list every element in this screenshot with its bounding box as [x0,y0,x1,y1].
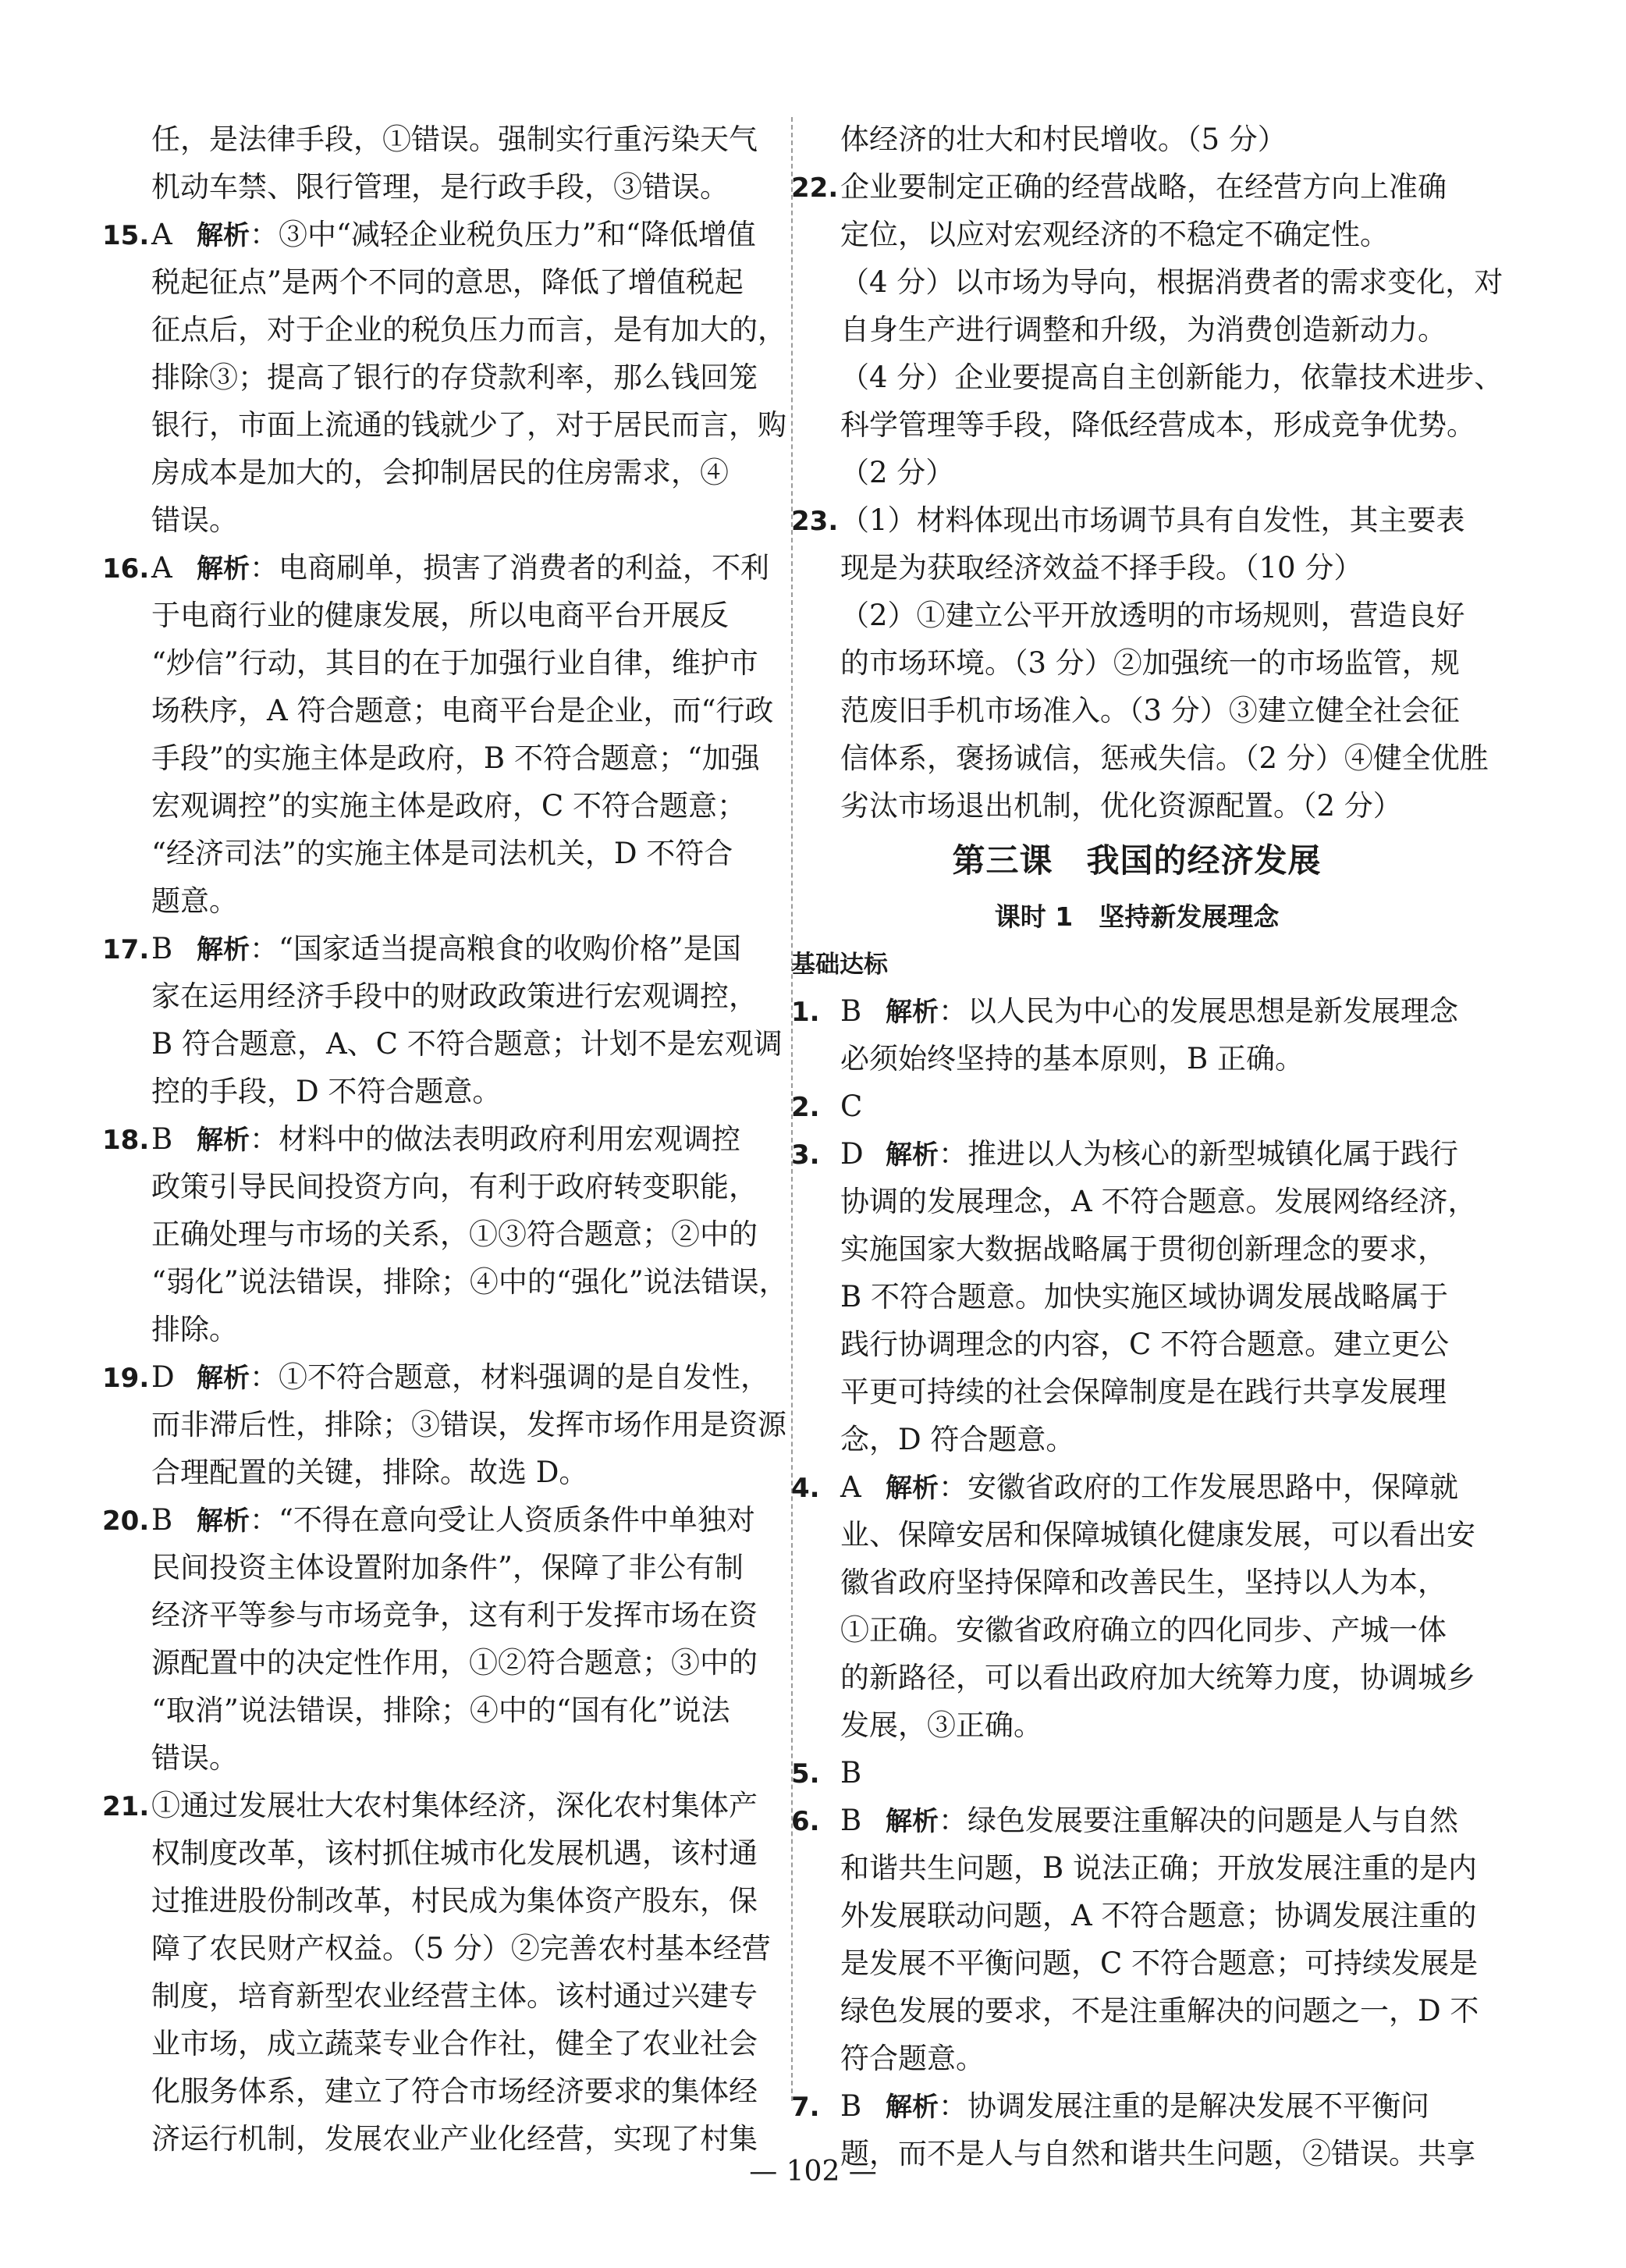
answer-line [791,734,1489,782]
answer-text: ：绿色发展要注重解决的问题是人与自然 [939,1804,1458,1837]
lesson-title: 第三课 我国的经济发展 [952,841,1322,880]
answer-text: ：以人民为中心的发展思想是新发展理念 [939,994,1458,1028]
answer-text: 业、保障安居和保障城镇化健康发展，可以看出安 [840,1518,1475,1552]
question-number: 2. [791,1092,820,1123]
analysis-label: 解析 [886,1473,939,1504]
answer-text: 题，而不是人与自然和谐共生问题，②错误。共享 [840,2137,1475,2170]
analysis-label: 解析 [197,553,250,585]
analysis-label: 解析 [886,997,939,1028]
answer-text: （4 分）企业要提高自主创新能力，依靠技术进步、 [840,361,1504,394]
answer-line [102,1591,758,1639]
answer-text: 场秩序，A 符合题意；电商平台是企业，而“行政 [151,694,774,727]
answer-text: 而非滞后性，排除；③错误，发挥市场作用是资源 [151,1408,786,1441]
analysis-label: 解析 [197,1505,250,1537]
answer-text: ：“国家适当提高粮食的收购价格”是国 [250,932,741,965]
answer-line [102,972,758,1020]
answer-item-start [102,1782,758,1829]
answer-text: B 符合题意，A、C 不符合题意；计划不是宏观调 [151,1027,783,1061]
answer-text: ①正确。安徽省政府确立的四化同步、产城一体 [840,1613,1447,1647]
answer-line [791,2035,1433,2082]
answer-line [791,1511,1475,1559]
answer-line [102,592,743,639]
answer-line [791,1987,1479,2035]
answer-item-start [791,987,1458,1035]
answer-text: 自身生产进行调整和升级，为消费创造新动力。 [840,313,1447,347]
answer-choice: A [151,218,172,251]
question-number: 3. [791,1139,820,1171]
answer-text: 发展，③正确。 [840,1708,1042,1742]
answer-line [791,401,1475,449]
answer-text: 控的手段，D 不符合题意。 [151,1075,502,1108]
answer-text: 协调的发展理念，A 不符合题意。发展网络经济， [840,1185,1477,1218]
answer-line [102,1210,758,1258]
answer-line [102,258,743,306]
answer-choice: B [840,1756,862,1790]
answer-line [791,544,1433,592]
answer-item-start [791,1797,1458,1844]
answer-text: ：材料中的做法表明政府利用宏观调控 [250,1122,740,1156]
question-number: 22. [791,172,839,204]
answer-line [791,782,1433,830]
answer-line [102,1687,743,1734]
answer-line [791,1035,1433,1082]
analysis-label: 解析 [886,1139,939,1171]
analysis-label: 解析 [197,934,250,965]
answer-text: 障了农民财产权益。（5 分）②完善农村基本经营 [151,1932,771,1965]
answer-line [102,877,743,925]
answer-line [791,1559,1447,1606]
answer-line [102,116,758,163]
right-top-answers [791,116,1504,830]
answer-line [102,1972,758,2020]
answer-choice: A [151,551,172,585]
answer-text: 排除。 [151,1313,238,1346]
answer-text: 过推进股份制改革，村民成为集体资产股东，保 [151,1884,758,1918]
answer-text: 于电商行业的健康发展，所以电商平台开展反 [151,599,729,632]
lesson-subtitle: 课时 1 坚持新发展理念 [994,901,1280,932]
answer-text: 符合题意。 [840,2042,985,2075]
answer-text: 劣汰市场退出机制，优化资源配置。（2 分） [840,789,1402,823]
answer-text: 体经济的壮大和村民增收。（5 分） [840,123,1287,156]
answer-text: 房成本是加大的，会抑制居民的住房需求，④ [151,456,729,489]
answer-text: “取消”说法错误，排除；④中的“国有化”说法 [151,1694,730,1727]
answer-line [791,1892,1477,1939]
answer-text: 宏观调控”的实施主体是政府，C 不符合题意； [151,789,746,823]
answer-line [791,449,1433,496]
answer-text: 错误。 [151,1741,238,1775]
answer-line [102,1163,758,1210]
answer-item-start [791,1082,1433,1130]
question-number: 6. [791,1806,820,1837]
answer-text: 错误。 [151,503,238,537]
answer-line [102,1068,743,1115]
answer-item-start [791,1463,1458,1511]
answer-text: ①通过发展壮大农村集体经济，深化农村集体产 [151,1789,758,1822]
answer-item-start [791,496,1465,544]
left-column [102,116,788,2163]
answer-line [791,1844,1477,1892]
answer-line [791,1606,1447,1654]
answer-line [791,116,1433,163]
answer-line [102,2020,758,2067]
answer-line [102,1401,786,1449]
answer-choice: D [840,1137,864,1171]
question-number: 18. [102,1125,150,1156]
answer-line [791,687,1460,734]
question-number: 4. [791,1473,820,1504]
question-number: 21. [102,1791,150,1822]
question-number: 19. [102,1363,150,1394]
answer-text: 手段”的实施主体是政府，B 不符合题意；“加强 [151,741,760,775]
answer-line [791,1368,1447,1416]
answer-line [102,449,743,496]
answer-line [102,687,774,734]
answer-text: ：安徽省政府的工作发展思路中，保障就 [939,1470,1458,1504]
answer-text: 必须始终坚持的基本原则，B 正确。 [840,1042,1304,1075]
answer-text: 信体系，褒扬诚信，惩戒失信。（2 分）④健全优胜 [840,741,1489,775]
answer-text: （1）材料体现出市场调节具有自发性，其主要表 [840,503,1465,537]
answer-text: 机动车禁、限行管理，是行政手段，③错误。 [151,170,729,204]
question-number: 17. [102,934,150,965]
answer-text: 的新路径，可以看出政府加大统筹力度，协调城乡 [840,1661,1475,1694]
answer-text: 济运行机制，发展农业产业化经营，实现了村集 [151,2122,758,2156]
answer-text: ：③中“减轻企业税负压力”和“降低增值 [250,218,756,251]
answer-line [102,1734,743,1782]
answer-line [791,1178,1477,1225]
answer-line [791,211,1433,258]
answer-text: B 不符合题意。加快实施区域协调发展战略属于 [840,1280,1448,1314]
question-number: 5. [791,1758,820,1790]
answer-choice: B [151,1503,173,1537]
answer-line [102,1258,788,1306]
answer-line [791,639,1460,687]
answer-text: （4 分）以市场为导向，根据消费者的需求变化，对 [840,265,1504,299]
analysis-label: 解析 [886,2092,939,2123]
answer-text: 政策引导民间投资方向，有利于政府转变职能， [151,1170,758,1203]
answer-text: （2）①建立公平开放透明的市场规则，营造良好 [840,599,1465,632]
answer-text: 权制度改革，该村抓住城市化发展机遇，该村通 [151,1836,758,1870]
answer-text: 现是为获取经济效益不择手段。（10 分） [840,551,1363,585]
analysis-label: 解析 [197,1125,250,1156]
answer-text: 家在运用经济手段中的财政政策进行宏观调控， [151,979,758,1013]
page-number: — 102 — [749,2156,877,2188]
answer-text: 践行协调理念的内容，C 不符合题意。建立更公 [840,1328,1450,1361]
answer-line [102,306,786,354]
answer-line [791,592,1465,639]
answer-text: 的市场环境。（3 分）②加强统一的市场监管，规 [840,646,1460,680]
answer-text: ：协调发展注重的是解决发展不平衡问 [939,2089,1429,2123]
answer-line [791,258,1504,306]
answer-choice: B [151,1122,173,1156]
answer-line [102,1925,771,1972]
analysis-label: 解析 [197,220,250,251]
question-number: 15. [102,220,150,251]
answer-text: 正确处理与市场的关系，①③符合题意；②中的 [151,1218,758,1251]
answer-line [791,1416,1433,1463]
answer-item-start [102,1353,769,1401]
answer-text: 平更可持续的社会保障制度是在践行共享发展理 [840,1375,1447,1409]
answer-text: 经济平等参与市场竞争，这有利于发挥市场在资 [151,1598,758,1632]
analysis-label: 解析 [886,1806,939,1837]
answer-text: 科学管理等手段，降低经营成本，形成竞争优势。 [840,408,1475,442]
analysis-label: 解析 [197,1363,250,1394]
answer-line [102,782,746,830]
answer-item-start [102,1115,743,1163]
answer-line [102,163,743,211]
answer-line [102,2067,758,2115]
answer-text: 合理配置的关键，排除。故选 D。 [151,1456,588,1489]
answer-text: 范废旧手机市场准入。（3 分）③建立健全社会征 [840,694,1460,727]
answer-text: “炒信”行动，其目的在于加强行业自律，维护市 [151,646,758,680]
answer-line [102,496,743,544]
answer-line [102,830,743,877]
answer-choice: D [151,1360,175,1394]
answer-line [102,1449,743,1496]
answer-text: 实施国家大数据战略属于贯彻创新理念的要求， [840,1232,1447,1266]
answer-item-start [791,2082,1433,2130]
answer-choice: B [840,1804,862,1837]
answer-text: 化服务体系，建立了符合市场经济要求的集体经 [151,2074,758,2108]
answer-line [791,354,1504,401]
answer-text: 银行，市面上流通的钱就少了，对于居民而言，购 [151,408,786,442]
answer-line [102,734,760,782]
answer-line [791,1321,1450,1368]
answer-choice: B [840,994,862,1028]
answer-line [791,1939,1479,1987]
answer-text: 企业要制定正确的经营战略，在经营方向上准确 [840,170,1447,204]
answer-choice: C [840,1090,863,1123]
answer-text: ：电商刷单，损害了消费者的利益，不利 [250,551,769,585]
answer-item-start [102,1496,755,1544]
answer-line [791,1654,1475,1701]
answer-text: （2 分） [840,456,955,489]
question-number: 1. [791,997,820,1028]
answer-item-start [102,211,756,258]
answer-line [102,1639,758,1687]
answer-choice: B [840,2089,862,2123]
answer-item-start [102,925,743,972]
answer-line [791,1701,1433,1749]
answer-item-start [102,544,769,592]
answer-line [102,1544,743,1591]
answer-text: 外发展联动问题，A 不符合题意；协调发展注重的 [840,1899,1477,1932]
answer-line [102,1306,743,1353]
answer-text: ：①不符合题意，材料强调的是自发性， [250,1360,769,1394]
answer-item-start [791,1749,1433,1797]
answer-text: 定位，以应对宏观经济的不稳定不确定性。 [840,218,1389,251]
answer-text: 是发展不平衡问题，C 不符合题意；可持续发展是 [840,1946,1479,1980]
answer-text: ：推进以人为核心的新型城镇化属于践行 [939,1137,1458,1171]
question-number: 20. [102,1505,150,1537]
answer-text: ：“不得在意向受让人资质条件中单独对 [250,1503,755,1537]
answer-text: 题意。 [151,884,238,918]
answer-text: 源配置中的决定性作用，①②符合题意；③中的 [151,1646,758,1680]
answer-line [102,1877,758,1925]
question-number: 7. [791,2092,820,2123]
answer-line [102,1829,758,1877]
answer-text: “弱化”说法错误，排除；④中的“强化”说法错误， [151,1265,788,1299]
answer-text: 徽省政府坚持保障和改善民生，坚持以人为本， [840,1566,1447,1599]
answer-text: 业市场，成立蔬菜专业合作社，健全了农业社会 [151,2027,758,2060]
answer-text: 征点后，对于企业的税负压力而言，是有加大的， [151,313,786,347]
question-number: 23. [791,506,839,537]
answer-choice: A [840,1470,861,1504]
question-number: 16. [102,553,150,585]
answer-item-start [791,1130,1458,1178]
answer-text: 排除③；提高了银行的存贷款利率，那么钱回笼 [151,361,758,394]
answer-text: 民间投资主体设置附加条件”，保障了非公有制 [151,1551,744,1584]
answer-line [791,1273,1448,1321]
answer-text: 绿色发展的要求，不是注重解决的问题之一，D 不 [840,1994,1479,2028]
answer-line [102,354,758,401]
section-label: 基础达标 [791,951,888,979]
answer-text: 念，D 符合题意。 [840,1423,1075,1456]
answer-line [102,639,758,687]
answer-item-start [791,163,1447,211]
answer-choice: B [151,932,173,965]
answer-text: 制度，培育新型农业经营主体。该村通过兴建专 [151,1979,758,2013]
answer-line [102,401,786,449]
right-bottom-answers [791,987,1479,2177]
right-column [791,116,1504,2177]
answer-line [791,1225,1447,1273]
answer-text: 任，是法律手段，①错误。强制实行重污染天气 [151,123,758,156]
answer-text: 和谐共生问题，B 说法正确；开放发展注重的是内 [840,1851,1477,1885]
answer-line [791,306,1447,354]
answer-text: “经济司法”的实施主体是司法机关，D 不符合 [151,837,733,870]
answer-text: 税起征点”是两个不同的意思，降低了增值税起 [151,265,744,299]
answer-line [102,1020,783,1068]
